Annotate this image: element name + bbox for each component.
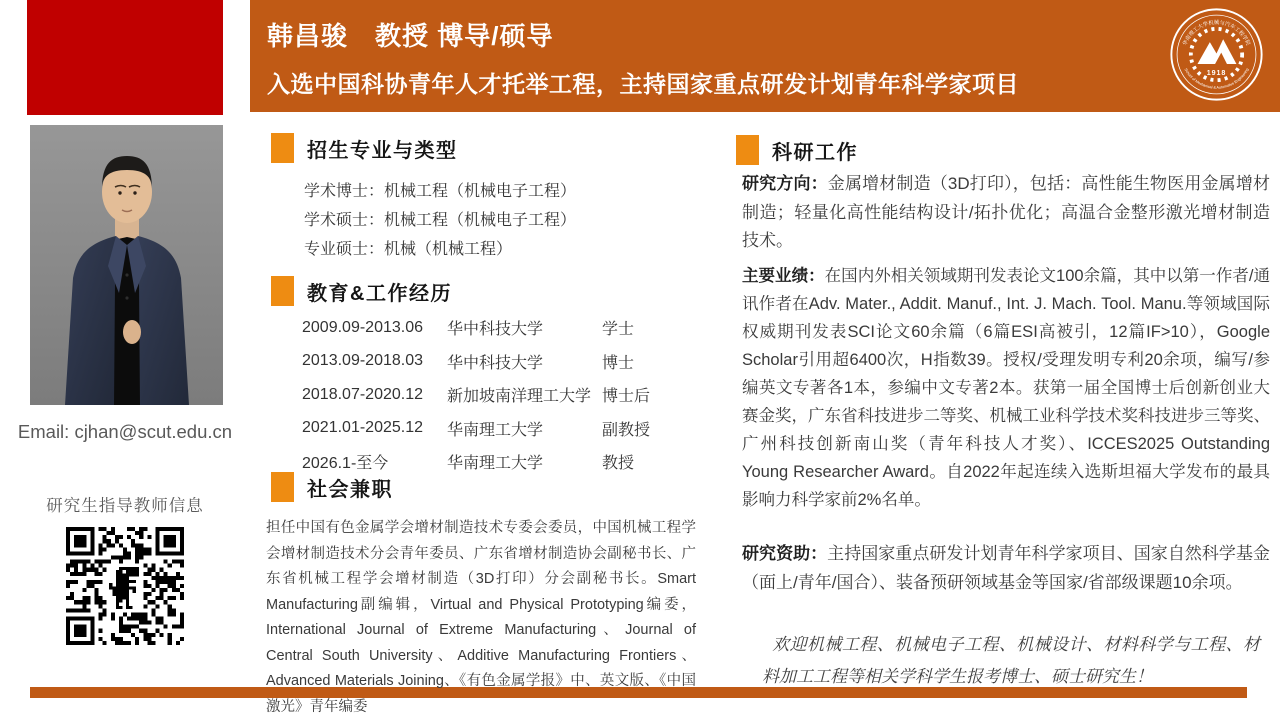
section-title: 招生专业与类型 xyxy=(307,139,458,162)
admissions-item: 学术硕士：机械工程（机械电子工程） xyxy=(304,212,577,229)
section-title: 教育&工作经历 xyxy=(307,282,452,305)
portrait-photo xyxy=(30,125,223,405)
education-institution: 华中科技大学 xyxy=(447,321,544,339)
research-direction-text: 金属增材制造（3D打印），包括：高性能生物医用金属增材制造；轻量化高性能结构设计/拓扑优化；高温合金整形激光增材制造技术。 xyxy=(742,174,1270,250)
header-honors-subtitle: 入选中国科协青年人才托举工程，主持国家重点研发计划青年科学家项目 xyxy=(267,71,1019,97)
svg-text:School of Mechanical & Automot: School of Mechanical & Automotive Engineering xyxy=(1183,67,1250,90)
research-achievements-text: 在国内外相关领域期刊发表论文100余篇，其中以第一作者/通讯作者在Adv. Mater., Addit. Manuf., Int. J. Mach. Tool. Manu.等领域国际权威期刊发表SCI论文60余篇（6篇ESI高被引，12篇IF>10），Google Scholar引用超6400次，H指数39。授权/受理发明专利20余项，编写/参编英文专著各1本，参编中文专著2本。获第一届全国博士后创新创业大赛金奖，广东省科技进步二等奖、机械工业科学技术奖科技进步三等奖、广州科技创新南山奖（青年科技人才奖）、ICCES2025 Outstanding Young Researcher Award。自2022年起连续入选斯坦福大学发布的最具影响力科学家前2%名单。 xyxy=(742,267,1271,509)
admissions-item: 专业硕士：机械（机械工程） xyxy=(304,241,513,258)
qr-code xyxy=(66,527,184,645)
orange-marker xyxy=(271,133,294,163)
orange-marker xyxy=(736,135,759,165)
research-funding-label: 研究资助： xyxy=(742,544,828,563)
email-text: Email: cjhan@scut.edu.cn xyxy=(17,421,233,442)
admissions-item: 学术博士：机械工程（机械电子工程） xyxy=(304,183,577,200)
education-role: 博士 xyxy=(602,354,635,372)
education-period: 2009.09-2013.06 xyxy=(302,318,423,336)
orange-marker xyxy=(271,276,294,306)
education-row xyxy=(302,311,680,345)
education-institution: 华南理工大学 xyxy=(447,421,544,439)
orange-marker xyxy=(271,472,294,502)
education-institution: 新加坡南洋理工大学 xyxy=(447,388,592,406)
qr-caption: 研究生指导教师信息 xyxy=(46,497,204,515)
education-period: 2021.01-2025.12 xyxy=(302,419,423,437)
education-role: 教授 xyxy=(602,455,635,473)
education-period: 2013.09-2018.03 xyxy=(302,352,423,370)
research-direction-paragraph xyxy=(742,170,1270,256)
research-achievements-label: 主要业绩： xyxy=(742,267,825,285)
education-row xyxy=(302,345,680,379)
svg-text:1918: 1918 xyxy=(1206,68,1227,77)
research-funding-paragraph xyxy=(742,540,1270,597)
section-title: 社会兼职 xyxy=(307,478,393,501)
svg-text:华南理工大学机械与汽车工程学院: 华南理工大学机械与汽车工程学院 xyxy=(1182,20,1251,47)
section-service xyxy=(271,472,393,502)
welcome-message: 欢迎机械工程、机械电子工程、机械设计、材料科学与工程、材料加工工程等相关学科学生报考博士、硕士研究生！ xyxy=(762,635,1260,686)
education-institution: 华南理工大学 xyxy=(447,455,544,473)
education-role: 博士后 xyxy=(602,388,651,406)
service-body: 担任中国有色金属学会增材制造技术专委会委员，中国机械工程学会增材制造技术分会青年委员、广东省增材制造协会副秘书长、广东省机械工程学会增材制造（3D打印）分会副秘书长。Smart Manufacturing副编辑，Virtual and Physical Prototyping编委，International Journal of Extreme Manufacturing、Journal of Central South University、Additive Manufacturing Frontiers、Advanced Materials Joining、《有色金属学报》中、英文版、《中国激光》青年编委 xyxy=(266,520,696,715)
education-role: 副教授 xyxy=(602,421,651,439)
admissions-list xyxy=(304,177,576,264)
section-title: 科研工作 xyxy=(772,141,858,164)
education-table xyxy=(302,311,680,479)
section-education xyxy=(271,276,452,306)
research-achievements-paragraph xyxy=(742,262,1270,514)
mountain-m-glyph xyxy=(1198,39,1237,64)
professor-name-title: 韩昌骏 教授 博导/硕导 xyxy=(267,21,554,51)
school-seal-logo xyxy=(1169,7,1264,102)
education-role: 学士 xyxy=(602,321,635,339)
section-admissions xyxy=(271,133,458,163)
section-research xyxy=(736,135,858,165)
research-funding-text: 主持国家重点研发计划青年科学家项目、国家自然科学基金（面上/青年/国合）、装备预研领域基金等国家/省部级课题10余项。 xyxy=(742,544,1271,592)
red-accent-block xyxy=(27,0,223,115)
research-direction-label: 研究方向： xyxy=(742,174,828,193)
education-row xyxy=(302,412,680,446)
education-period: 2018.07-2020.12 xyxy=(302,385,423,403)
education-institution: 华中科技大学 xyxy=(447,354,544,372)
education-row xyxy=(302,378,680,412)
header-band xyxy=(250,0,1280,112)
education-period: 2026.1-至今 xyxy=(302,455,389,473)
